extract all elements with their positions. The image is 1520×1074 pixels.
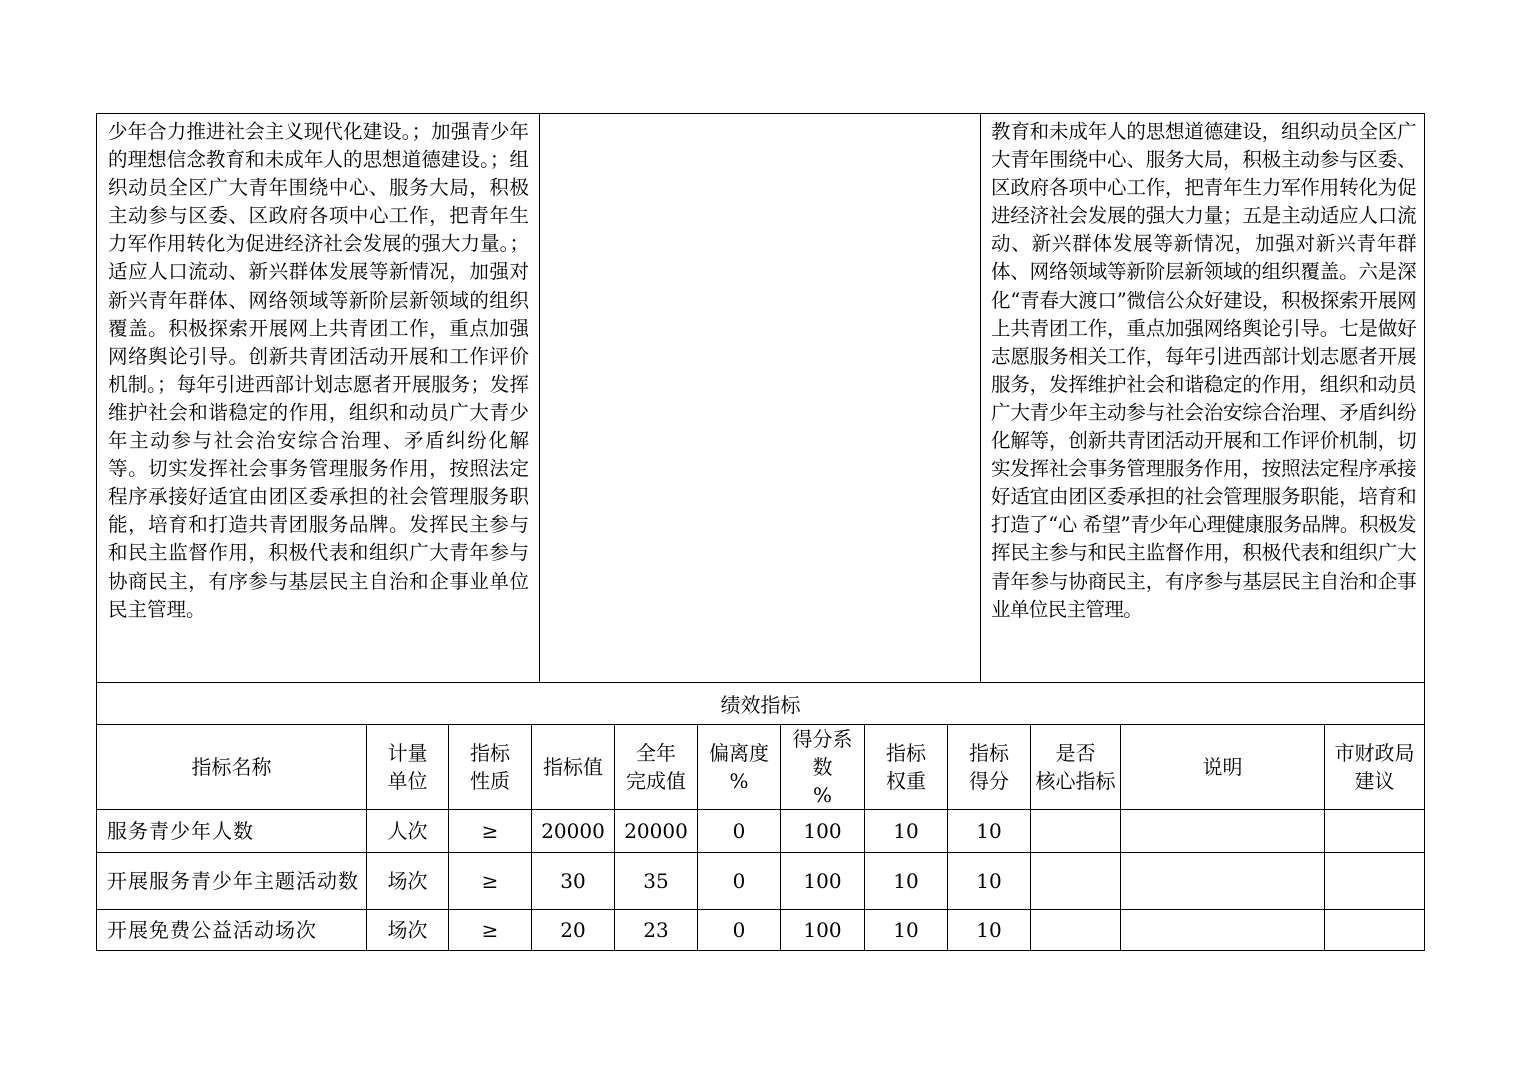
coefficient-cell: 100 [781, 810, 865, 853]
indicator-table [96, 682, 1425, 951]
deviation-cell: 0 [698, 810, 781, 853]
header-score-coefficient: 得分系 数 % [781, 725, 865, 810]
description-row [97, 114, 1425, 683]
completion-cell: 20000 [615, 810, 698, 853]
right-description-cell: 教育和未成年人的思想道德建设，组织动员全区广大青年围绕中心、服务大局，积极主动参与区委、区政府各项中心工作，把青年生力军作用转化为促进经济社会发展的强大力量；五是主动适应人口流动、新兴群体发展等新情况，加强对新兴青年群体、网络领域等新阶层新领域的组织覆盖。六是深化“青春大渡口”微信公众好建设，积极探索开展网上共青团工作，重点加强网络舆论引导。七是做好志愿服务相关工作，每年引进西部计划志愿者开展服务，发挥维护社会和谐稳定的作用，组织和动员广大青少年主动参与社会治安综合治理、矛盾纠纷化解等，创新共青团活动开展和工作评价机制，切实发挥社会事务管理服务作用，按照法定程序承接好适宜由团区委承担的社会管理服务职能，培育和打造了“心 希望”青少年心理健康服务品牌。积极发挥民主参与和民主监督作用，积极代表和组织广大青年参与协商民主，有序参与基层民主自治和企事业单位民主管理。 [981, 114, 1425, 683]
completion-cell: 35 [615, 853, 698, 910]
core-cell [1031, 853, 1121, 910]
nature-cell: ≥ [449, 853, 532, 910]
indicator-name: 开展服务青少年主题活动数 [97, 853, 367, 910]
deviation-cell: 0 [698, 853, 781, 910]
header-unit: 计量 单位 [367, 725, 449, 810]
score-cell: 10 [948, 853, 1031, 910]
section-title: 绩效指标 [97, 683, 1425, 725]
coefficient-cell: 100 [781, 910, 865, 951]
indicator-name: 开展免费公益活动场次 [97, 910, 367, 951]
weight-cell: 10 [865, 910, 948, 951]
header-annual-completion: 全年 完成值 [615, 725, 698, 810]
note-cell [1121, 853, 1325, 910]
table-row [97, 810, 1425, 853]
upper-table [96, 113, 1425, 683]
left-description-cell: 少年合力推进社会主义现代化建设。；加强青少年的理想信念教育和未成年人的思想道德建设。；组织动员全区广大青年围绕中心、服务大局，积极主动参与区委、区政府各项中心工作，把青年生力军作用转化为促进经济社会发展的强大力量。；适应人口流动、新兴群体发展等新情况，加强对新兴青年群体、网络领域等新阶层新领域的组织覆盖。积极探索开展网上共青团工作，重点加强网络舆论引导。创新共青团活动开展和工作评价机制。；每年引进西部计划志愿者开展服务；发挥维护社会和谐稳定的作用，组织和动员广大青少年主动参与社会治安综合治理、矛盾纠纷化解等。切实发挥社会事务管理服务作用，按照法定程序承接好适宜由团区委承担的社会管理服务职能，培育和打造共青团服务品牌。发挥民主参与和民主监督作用，积极代表和组织广大青年参与协商民主，有序参与基层民主自治和企事业单位民主管理。 [97, 114, 540, 683]
unit-cell: 人次 [367, 810, 449, 853]
note-cell [1121, 810, 1325, 853]
performance-sheet [96, 113, 1424, 951]
core-cell [1031, 910, 1121, 951]
score-cell: 10 [948, 910, 1031, 951]
nature-cell: ≥ [449, 910, 532, 951]
advice-cell [1325, 810, 1425, 853]
unit-cell: 场次 [367, 910, 449, 951]
header-finance-advice: 市财政局 建议 [1325, 725, 1425, 810]
header-note: 说明 [1121, 725, 1325, 810]
table-row [97, 910, 1425, 951]
core-cell [1031, 810, 1121, 853]
target-value-cell: 30 [532, 853, 615, 910]
header-target-value: 指标值 [532, 725, 615, 810]
advice-cell [1325, 910, 1425, 951]
table-row [97, 853, 1425, 910]
advice-cell [1325, 853, 1425, 910]
header-nature: 指标 性质 [449, 725, 532, 810]
coefficient-cell: 100 [781, 853, 865, 910]
unit-cell: 场次 [367, 853, 449, 910]
header-row [97, 725, 1425, 810]
header-score: 指标 得分 [948, 725, 1031, 810]
weight-cell: 10 [865, 810, 948, 853]
target-value-cell: 20000 [532, 810, 615, 853]
header-deviation: 偏离度 % [698, 725, 781, 810]
section-title-row [97, 683, 1425, 725]
nature-cell: ≥ [449, 810, 532, 853]
deviation-cell: 0 [698, 910, 781, 951]
weight-cell: 10 [865, 853, 948, 910]
completion-cell: 23 [615, 910, 698, 951]
indicator-name: 服务青少年人数 [97, 810, 367, 853]
header-weight: 指标 权重 [865, 725, 948, 810]
score-cell: 10 [948, 810, 1031, 853]
header-indicator-name: 指标名称 [97, 725, 367, 810]
note-cell [1121, 910, 1325, 951]
target-value-cell: 20 [532, 910, 615, 951]
middle-empty-cell [540, 114, 981, 683]
header-is-core: 是否 核心指标 [1031, 725, 1121, 810]
